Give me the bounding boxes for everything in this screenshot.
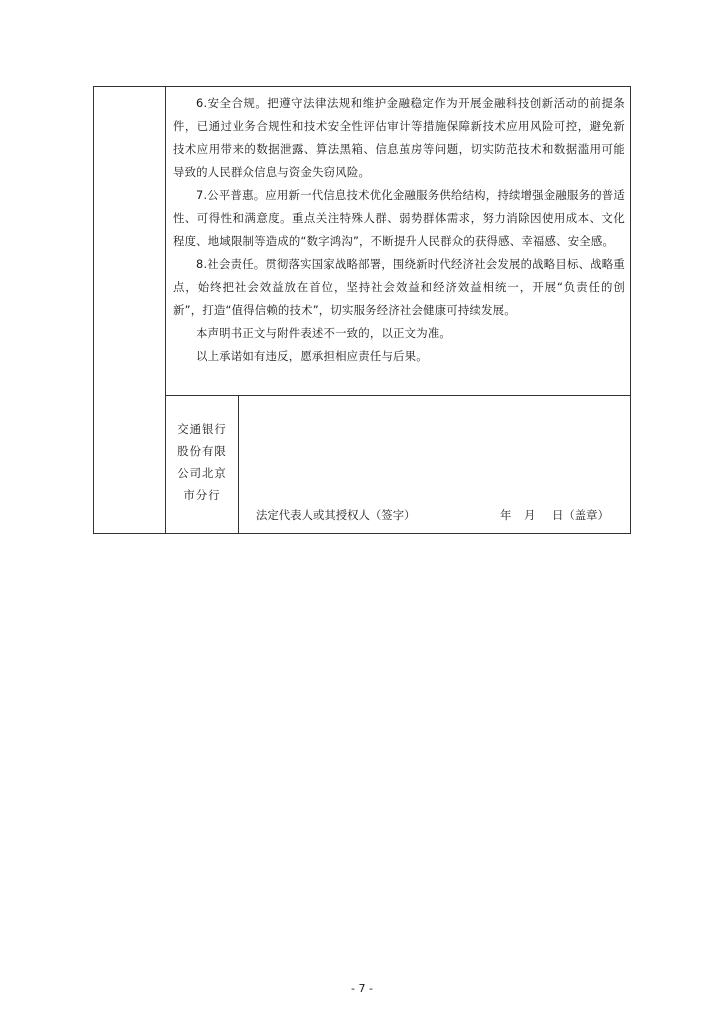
paragraph-social-responsibility: 8.社会责任。贯彻落实国家战略部署，围绕新时代经济社会发展的战略目标、战略重点，始终把社会效益放在首位，坚持社会效益和经济效益相统一，开展“负责任的创新”，打造“值得信赖的技术”，切实服务经济社会健康可持续发展。 — [173, 257, 625, 317]
paragraph-commitment: 以上承诺如有违反，愿承担相应责任与后果。 — [196, 349, 428, 363]
table-column-divider-signature — [238, 395, 239, 534]
signature-month: 月 — [524, 508, 536, 522]
paragraph-safety-compliance: 6.安全合规。把遵守法律法规和维护金融稳定作为开展金融科技创新活动的前提条件，已通过业务合规性和技术安全性评估审计等措施保障新技术应用风险可控，避免新技术应用带来的数据泄露、算法黑箱、信息茧房等问题，切实防范技术和数据滥用可能导致的人民群众信息与资金失窃风险。 — [173, 96, 625, 179]
signature-year: 年 — [500, 508, 512, 522]
page-number: - 7 - — [351, 982, 373, 995]
signature-day-seal: 日（盖章） — [552, 508, 609, 522]
company-name-line: 公司北京 — [177, 466, 227, 480]
signature-label: 法定代表人或其授权人（签字） — [256, 508, 416, 522]
company-name — [166, 418, 238, 506]
company-name-line: 交通银行 — [177, 422, 227, 436]
paragraph-fairness-inclusion: 7.公平普惠。应用新一代信息技术优化金融服务供给结构，持续增强金融服务的普适性、可得性和满意度。重点关注特殊人群、弱势群体需求，努力消除因使用成本、文化程度、地域限制等造成的“数字鸿沟”，不断提升人民群众的获得感、幸福感、安全感。 — [173, 188, 625, 248]
declaration-content — [173, 92, 625, 368]
table-row-divider — [165, 395, 631, 396]
paragraph-precedence-note: 本声明书正文与附件表述不一致的，以正文为准。 — [196, 326, 451, 340]
company-name-line: 市分行 — [183, 488, 221, 502]
company-name-line: 股份有限 — [177, 444, 227, 458]
